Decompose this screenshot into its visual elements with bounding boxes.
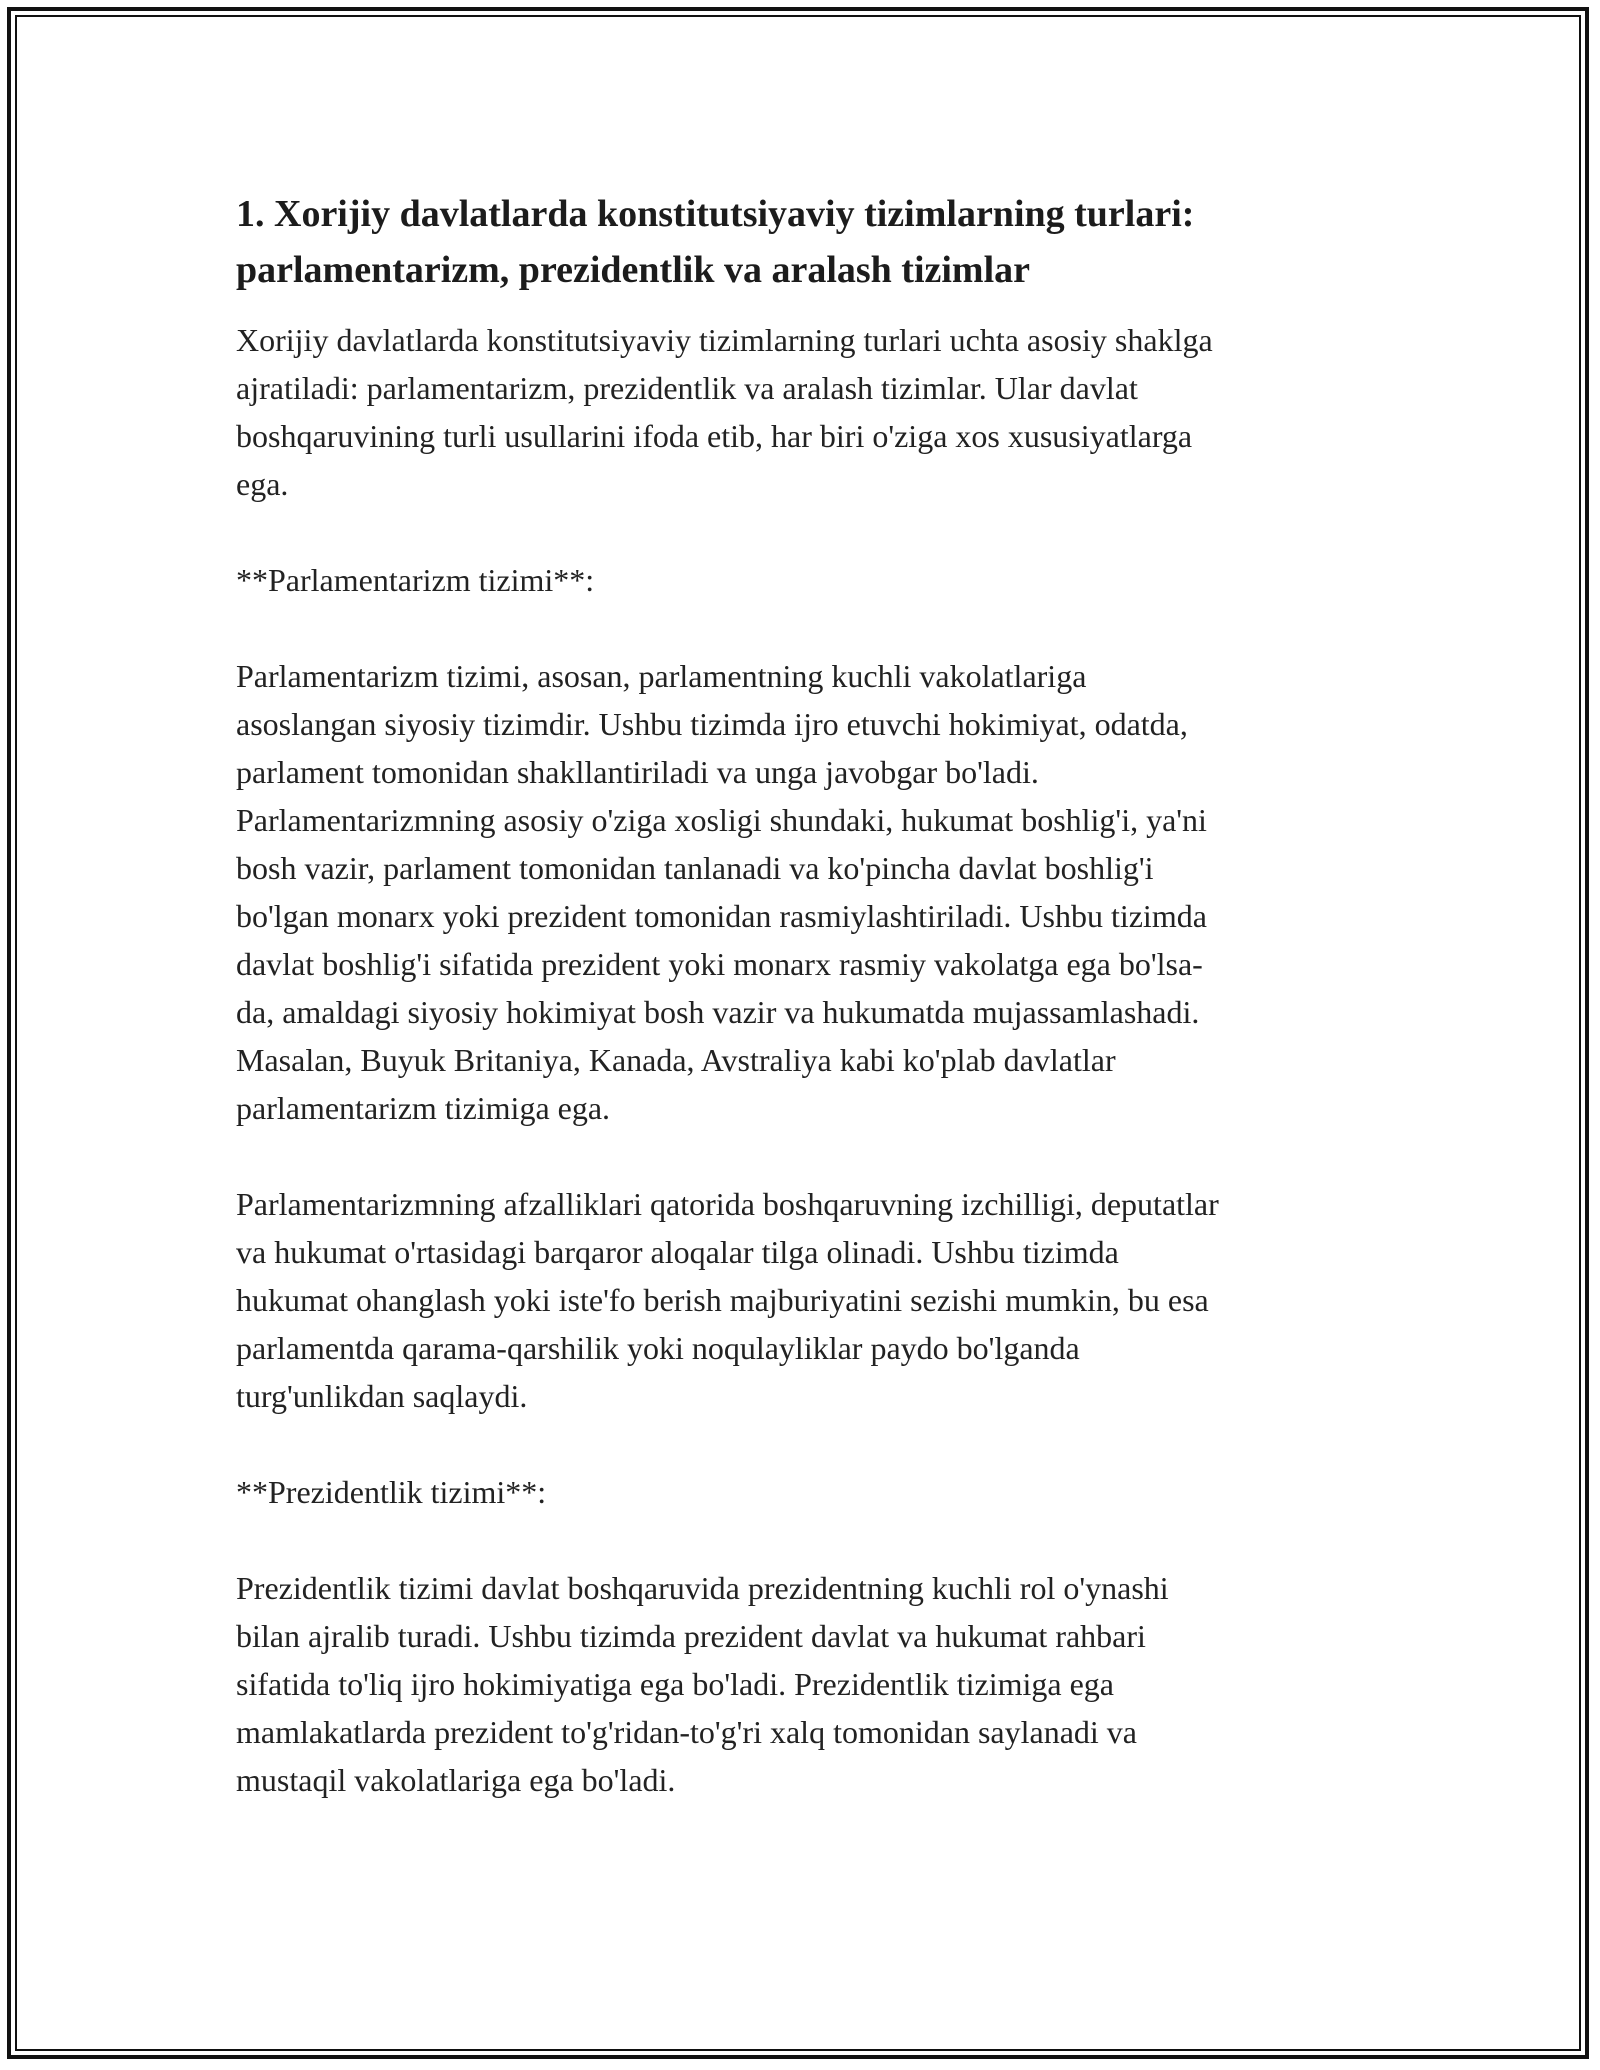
prezidentlik-paragraph: Prezidentlik tizimi davlat boshqaruvida prezidentning kuchli rol o'ynashi bilan ajralib turadi. Ushbu tizimda prezident davlat va hukumat rahbari sifatida to'liq ijro hokimiyatiga ega bo'ladi. Prezidentlik tizimiga ega mamlakatlarda prezident to'g'ridan-to'g'ri xalq tomonidan saylanadi va mustaqil vakolatlariga ega bo'ladi. (236, 1570, 1169, 1798)
section-heading: 1. Xorijiy davlatlarda konstitutsiyaviy tizimlarning turlari: parlamentarizm, prezidentlik va aralash tizimlar (236, 193, 1195, 291)
parlamentarizm-advantages-paragraph: Parlamentarizmning afzalliklari qatorida boshqaruvning izchilligi, deputatlar va hukumat o'rtasidagi barqaror aloqalar tilga olinadi. Ushbu tizimda hukumat ohanglash yoki iste'fo berish majburiyatini sezishi mumkin, bu esa parlamentda qarama-qarshilik yoki noqulayliklar paydo bo'lganda turg'unlikdan saqlaydi. (236, 1186, 1219, 1414)
prezidentlik-subheading: **Prezidentlik tizimi**: (236, 1474, 547, 1510)
parlamentarizm-subheading: **Parlamentarizm tizimi**: (236, 562, 595, 598)
intro-paragraph: Xorijiy davlatlarda konstitutsiyaviy tizimlarning turlari uchta asosiy shaklga ajratiladi: parlamentarizm, prezidentlik va aralash tizimlar. Ular davlat boshqaruvining turli usullarini ifoda etib, har biri o'ziga xos xususiyatlarga ega. (236, 322, 1213, 502)
document-body (236, 186, 1376, 1852)
parlamentarizm-paragraph: Parlamentarizm tizimi, asosan, parlamentning kuchli vakolatlariga asoslangan siyosiy tizimdir. Ushbu tizimda ijro etuvchi hokimiyat, odatda, parlament tomonidan shakllantiriladi va unga javobgar bo'ladi. Parlamentarizmning asosiy o'ziga xosligi shundaki, hukumat boshlig'i, ya'ni bosh vazir, parlament tomonidan tanlanadi va ko'pincha davlat boshlig'i bo'lgan monarx yoki prezident tomonidan rasmiylashtiriladi. Ushbu tizimda davlat boshlig'i sifatida prezident yoki monarx rasmiy vakolatga ega bo'lsa- da, amaldagi siyosiy hokimiyat bosh vazir va hukumatda mujassamlashadi. Masalan, Buyuk Britaniya, Kanada, Avstraliya kabi ko'plab davlatlar parlamentarizm tizimiga ega. (236, 658, 1207, 1126)
